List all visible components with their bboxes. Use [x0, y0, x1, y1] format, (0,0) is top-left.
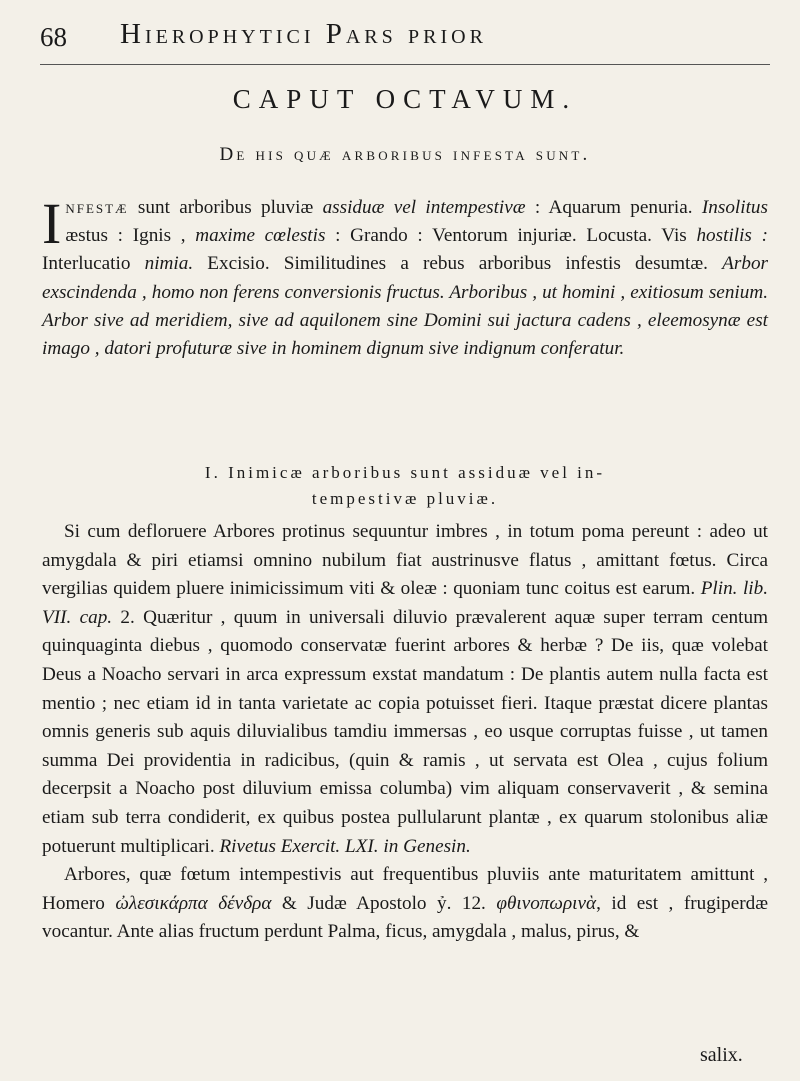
section-heading-line-2: tempestivæ pluviæ. — [311, 489, 499, 508]
italic-run: δένδρα — [218, 892, 272, 914]
catchword: salix. — [700, 1044, 743, 1066]
chapter-summary — [42, 191, 768, 363]
italic-run: maxime cœlestis — [195, 225, 326, 247]
paragraph-1: Si cum defloruere Arbores protinus sequuntur imbres , in totum poma pereunt : adeo ut amygdala & piri etiamsi omnino nubilum fiat austrinusve flatus , amittant fœtus. Circa vergilias quidem pluere inimicissimum viti & oleæ : quoniam tunc coitus est earum. Plin. lib. VII. cap. 2. Quæritur , quum in universali diluvio prævalerent aquæ super terram centum quinquaginta diebus , quomodo conservatæ fuerint arbores & herbæ ? De iis, quæ volebat Deus a Noacho servari in arca expressum exstat mandatum : De plantis autem nulla facta est mentio ; nec etiam id in tanta varietate ac copia potuisset fieri. Itaque præstat dicere plantas omnis generis sub aquis diluvialibus tamdiu immersas , eo usque corruptas fuisse , ut tamen summa Dei providentia in radicibus, (quin & ramis , ut servata est Olea , cujus folium decerpsit a Noacho post diluvium emissa columba) vim aliquam conservaverit , & semina etiam sub terra condiderit, ex quibus postea pullularunt plantæ , ex quarum stolonibus aliæ potuerunt multiplicari. Rivetus Exercit. LXI. in Genesin. — [42, 521, 768, 857]
paragraph-2: Arbores, quæ fœtum intempestivis aut frequentibus pluviis ante maturitatem amittunt , Homero ὠλεσικάρπα δένδρα & Judæ Apostolo ỷ. 12. φθινοπωρινὰ, id est , frugiperdæ vocantur. Ante alias fructum perdunt Palma, ficus, amygdala , malus, pirus, & — [42, 864, 769, 943]
running-head — [40, 18, 770, 62]
running-title: Hierophytici Pars prior — [120, 18, 487, 50]
section-heading-line-1: I. Inimicæ arboribus sunt assiduæ vel in- — [204, 463, 606, 482]
chapter-title: CAPUT OCTAVUM. — [232, 84, 578, 114]
page-number: 68 — [40, 22, 67, 52]
summary-first-word: nfestæ — [65, 197, 129, 218]
italic-run: Insolitus — [701, 197, 768, 218]
italic-run: Arbor exscindenda , homo non ferens conversionis fructus. Arboribus , ut homini , exitiosum senium. Arbor sive ad meridiem, sive ad aquilonem sine Domini sui jactura cadens , eleemosynæ est imago , datori profuturæ sive in hominem dignum sive indignum conferatur. — [42, 253, 768, 360]
italic-run: assiduæ vel intempestivæ — [322, 197, 526, 218]
drop-cap: I — [42, 191, 62, 256]
italic-run: Rivetus Exercit. LXI. in Genesin. — [219, 835, 471, 857]
italic-run: φθινοπωρινὰ — [496, 892, 597, 914]
body-text — [42, 518, 768, 947]
header-rule — [40, 64, 770, 65]
summary-text: sunt arboribus pluviæ assiduæ vel intempestivæ : Aquarum penuria. Insolitus æstus : Ignis , maxime cœlestis : Grando : Ventorum injuriæ. Locusta. Vis hostilis : Interlucatio nimia. Excisio. Similitudines a rebus arboribus infestis desumtæ. Arbor exscindenda , homo non ferens conversionis fructus. Arboribus , ut homini , exitiosum senium. Arbor sive ad meridiem, sive ad aquilonem sine Domini sui jactura cadens , eleemosynæ est imago , datori profuturæ sive in hominem dignum sive indignum conferatur. — [42, 197, 768, 360]
section-heading — [40, 460, 770, 512]
chapter-subtitle: De his quæ arboribus infesta sunt. — [219, 144, 591, 165]
italic-run: nimia. — [144, 253, 194, 275]
italic-run: ὠλεσικάρπα — [115, 892, 208, 914]
italic-run: hostilis : — [696, 225, 768, 247]
italic-run: Plin. lib. VII. cap. — [42, 578, 768, 628]
